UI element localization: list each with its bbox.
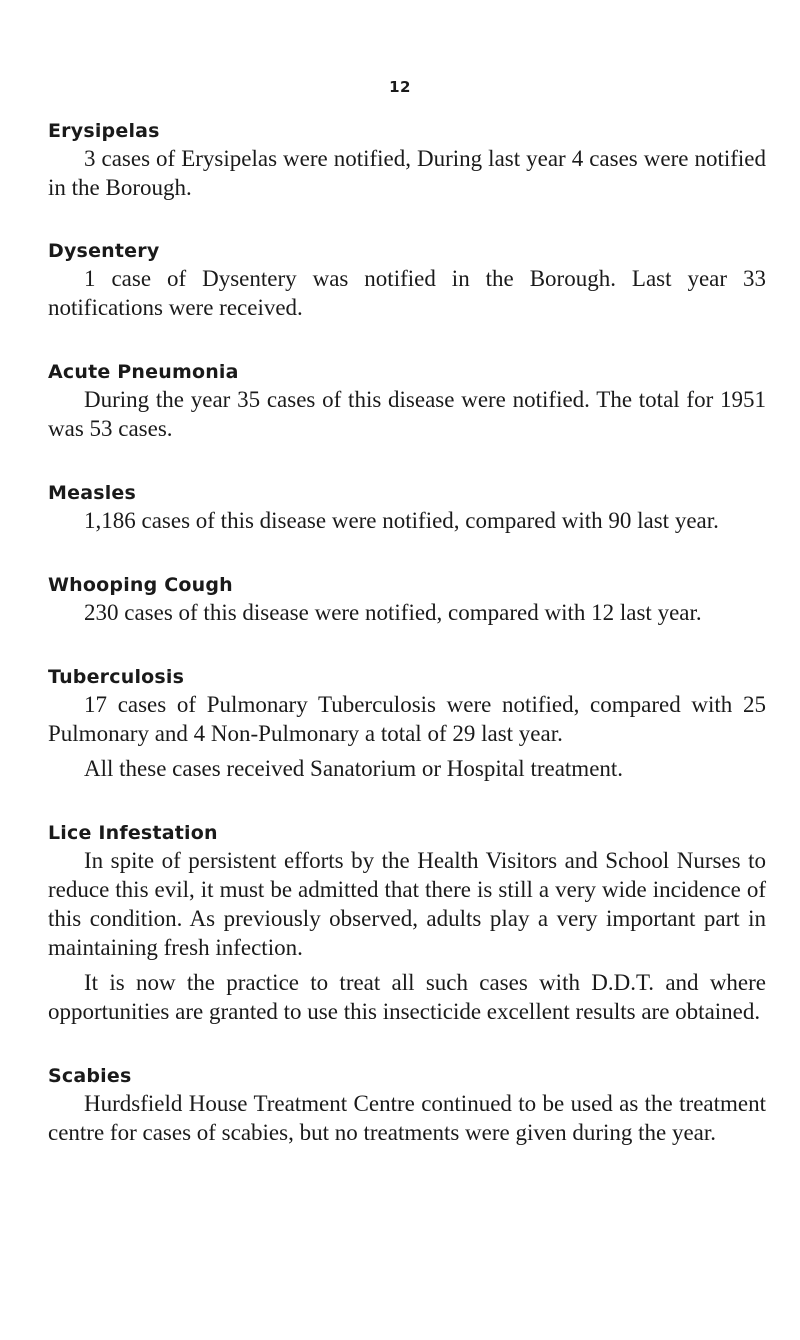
section-heading: Lice Infestation	[48, 822, 218, 844]
section-paragraph: 3 cases of Erysipelas were notified, During last year 4 cases were notified in the Borough.	[48, 146, 766, 200]
section-paragraph: All these cases received Sanatorium or Hospital treatment.	[84, 756, 624, 781]
section-heading: Tuberculosis	[48, 666, 185, 688]
section-heading: Scabies	[48, 1065, 132, 1087]
page-number: 12	[389, 78, 411, 96]
section-heading: Dysentery	[48, 240, 160, 262]
section-acute-pneumonia	[48, 359, 766, 443]
section-scabies	[48, 1063, 766, 1147]
section-heading: Erysipelas	[48, 120, 160, 142]
section-paragraph: 1 case of Dysentery was notified in the Borough. Last year 33 notifications were received.	[48, 266, 766, 320]
section-paragraph: 1,186 cases of this disease were notified, compared with 90 last year.	[84, 508, 719, 533]
section-paragraph: In spite of persistent efforts by the Health Visitors and School Nurses to reduce this evil, it must be admitted that there is still a very wide incidence of this condition. As previously observed, adults play a very important part in maintaining fresh infection.	[48, 848, 766, 960]
page-content	[48, 118, 766, 1147]
section-whooping-cough	[48, 572, 766, 627]
section-paragraph: During the year 35 cases of this disease were notified. The total for 1951 was 53 cases.	[48, 387, 766, 441]
section-erysipelas	[48, 118, 766, 202]
section-heading: Measles	[48, 482, 137, 504]
section-tuberculosis	[48, 664, 766, 783]
section-paragraph: 230 cases of this disease were notified, compared with 12 last year.	[84, 600, 702, 625]
section-heading: Whooping Cough	[48, 574, 233, 596]
section-paragraph: Hurdsfield House Treatment Centre continued to be used as the treatment centre for cases of scabies, but no treatments were given during the year.	[48, 1091, 766, 1145]
section-lice-infestation	[48, 820, 766, 1026]
section-dysentery	[48, 238, 766, 322]
section-heading: Acute Pneumonia	[48, 361, 239, 383]
section-paragraph: 17 cases of Pulmonary Tuberculosis were notified, compared with 25 Pulmonary and 4 Non-Pulmonary a total of 29 last year.	[48, 692, 766, 746]
section-measles	[48, 480, 766, 535]
section-paragraph: It is now the practice to treat all such cases with D.D.T. and where opportunities are granted to use this insecticide excellent results are obtained.	[48, 970, 766, 1024]
